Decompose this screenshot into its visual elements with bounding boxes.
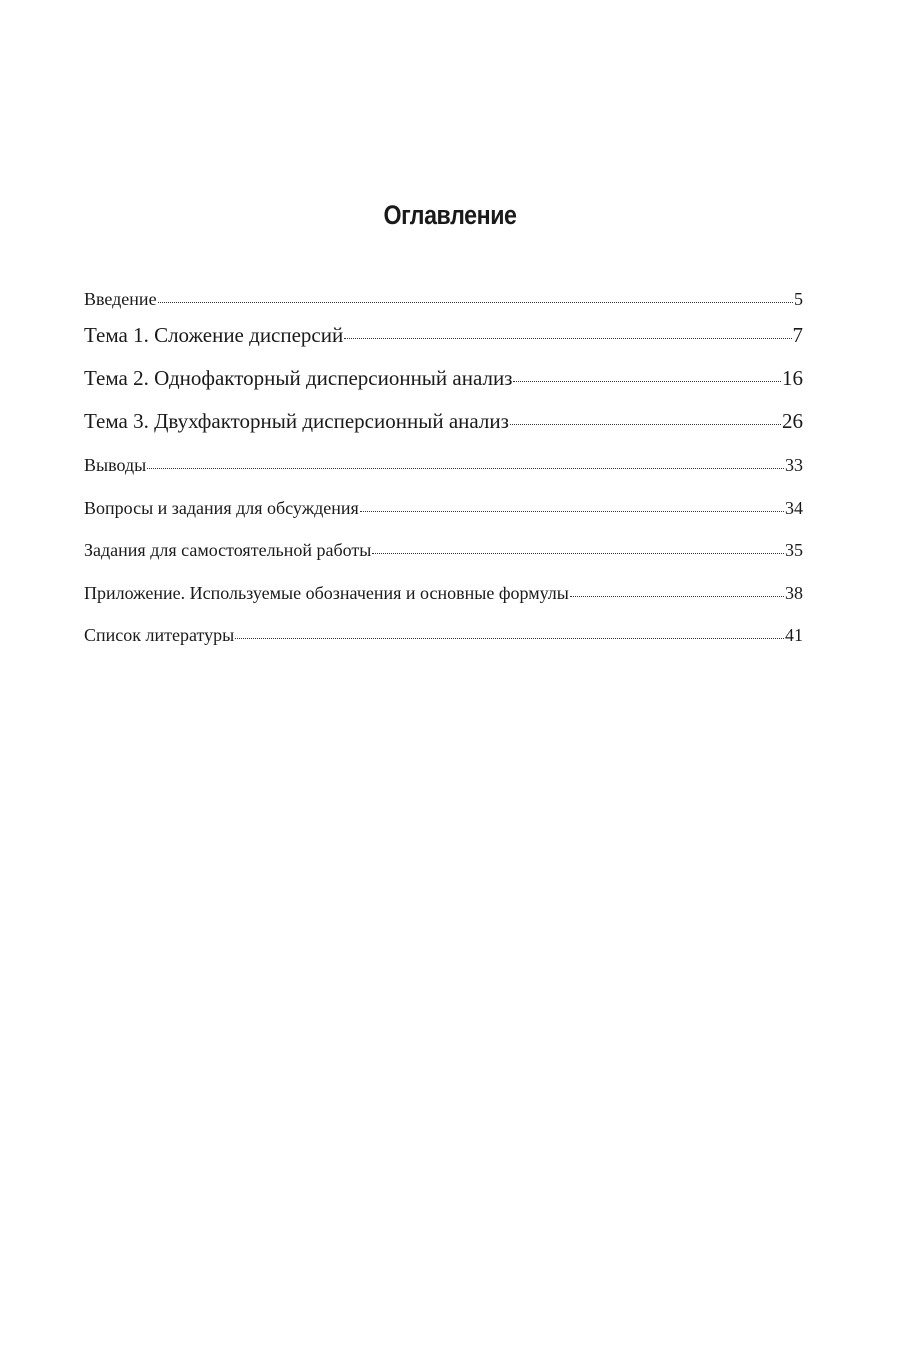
toc-entry-page: 26 <box>782 409 803 433</box>
toc-entry-page: 34 <box>785 498 803 518</box>
toc-entry-introduction[interactable] <box>84 287 803 310</box>
page-title: Оглавление <box>383 200 517 230</box>
toc-entry-page: 5 <box>794 289 803 309</box>
dot-leader <box>344 321 791 342</box>
toc-entry-page: 16 <box>782 366 803 390</box>
toc-entry-label: Тема 2. Однофакторный дисперсионный анализ <box>84 366 513 390</box>
dot-leader <box>360 496 784 514</box>
toc-entry-label: Выводы <box>84 455 147 475</box>
toc-entry-self-study[interactable] <box>84 538 803 561</box>
dot-leader <box>158 287 793 305</box>
toc-entry-page: 7 <box>792 323 803 347</box>
toc-entry-label: Список литературы <box>84 625 235 645</box>
dot-leader <box>513 364 781 385</box>
toc-entry-topic-1[interactable] <box>84 321 803 348</box>
toc-entry-label: Приложение. Используемые обозначения и основные формулы <box>84 583 569 603</box>
toc-entry-page: 35 <box>785 540 803 560</box>
toc-entry-conclusions[interactable] <box>84 453 803 476</box>
toc-entry-questions[interactable] <box>84 496 803 519</box>
toc-entry-label: Задания для самостоятельной работы <box>84 540 372 560</box>
toc-entry-page: 33 <box>785 455 803 475</box>
toc-entry-topic-3[interactable] <box>84 407 803 434</box>
dot-leader <box>570 581 784 599</box>
toc-entry-label: Вопросы и задания для обсуждения <box>84 498 359 518</box>
toc-entry-label: Тема 3. Двухфакторный дисперсионный анализ <box>84 409 509 433</box>
toc-entry-label: Введение <box>84 289 157 309</box>
toc-entry-topic-2[interactable] <box>84 364 803 391</box>
dot-leader <box>147 453 784 471</box>
dot-leader <box>372 538 784 556</box>
toc-entry-appendix[interactable] <box>84 581 803 604</box>
dot-leader <box>510 407 781 428</box>
toc-entry-page: 38 <box>785 583 803 603</box>
toc-entry-page: 41 <box>785 625 803 645</box>
toc-entry-label: Тема 1. Сложение дисперсий <box>84 323 344 347</box>
toc-entry-references[interactable] <box>84 623 803 646</box>
dot-leader <box>235 623 784 641</box>
